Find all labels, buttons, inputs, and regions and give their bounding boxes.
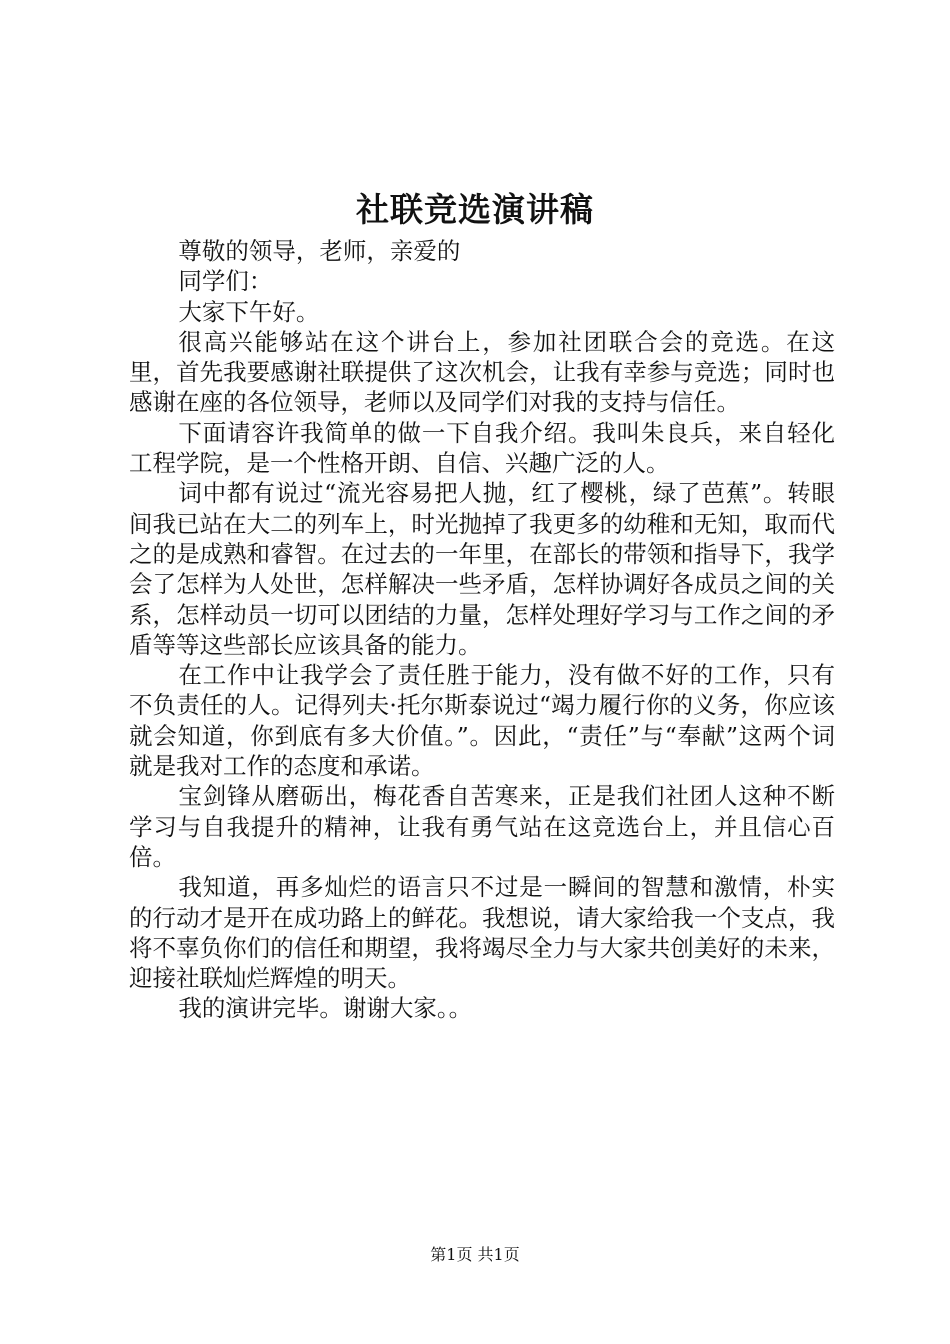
paragraph-closing-appeal: 我知道，再多灿烂的语言只不过是一瞬间的智慧和激情，朴实的行动才是开在成功路上的鲜花。我想说，请大家给我一个支点，我将不辜负你们的信任和期望，我将竭尽全力与大家共创美好的未来，迎接社联灿烂辉煌的明天。 bbox=[129, 873, 835, 993]
paragraph-self-introduction: 下面请容许我简单的做一下自我介绍。我叫朱良兵，来自轻化工程学院，是一个性格开朗、自信、兴趣广泛的人。 bbox=[129, 418, 835, 478]
paragraph-greeting-1: 尊敬的领导，老师，亲爱的 bbox=[178, 237, 461, 265]
document-body bbox=[129, 236, 835, 1024]
document-title: 社联竞选演讲稿 bbox=[356, 190, 594, 229]
paragraph-greeting-2: 同学们： bbox=[178, 267, 273, 296]
paragraph-greeting-3: 大家下午好。 bbox=[178, 297, 320, 326]
page-footer: 第1页 共1页 bbox=[430, 1245, 520, 1264]
paragraph-spirit: 宝剑锋从磨砺出，梅花香自苦寒来，正是我们社团人这种不断学习与自我提升的精神，让我有勇气站在这竞选台上，并且信心百倍。 bbox=[129, 782, 835, 871]
paragraph-experience: 词中都有说过“流光容易把人抛，红了樱桃，绿了芭蕉”。转眼间我已站在大二的列车上，时光抛掉了我更多的幼稚和无知，取而代之的是成熟和睿智。在过去的一年里，在部长的带领和指导下，我学会了怎样为人处世，怎样解决一些矛盾，怎样协调好各成员之间的关系，怎样动员一切可以团结的力量，怎样处理好学习与工作之间的矛盾等等这些部长应该具备的能力。 bbox=[129, 479, 835, 659]
paragraph-responsibility: 在工作中让我学会了责任胜于能力，没有做不好的工作，只有不负责任的人。记得列夫·托尔斯泰说过“竭力履行你的义务，你应该就会知道，你到底有多大价值。”。因此，“责任”与“奉献”这两个词就是我对工作的态度和承诺。 bbox=[129, 661, 835, 781]
paragraph-intro: 很高兴能够站在这个讲台上，参加社团联合会的竞选。在这里，首先我要感谢社联提供了这次机会，让我有幸参与竞选；同时也感谢在座的各位领导，老师以及同学们对我的支持与信任。 bbox=[129, 327, 835, 417]
paragraph-thanks: 我的演讲完毕。谢谢大家。。 bbox=[178, 994, 473, 1023]
